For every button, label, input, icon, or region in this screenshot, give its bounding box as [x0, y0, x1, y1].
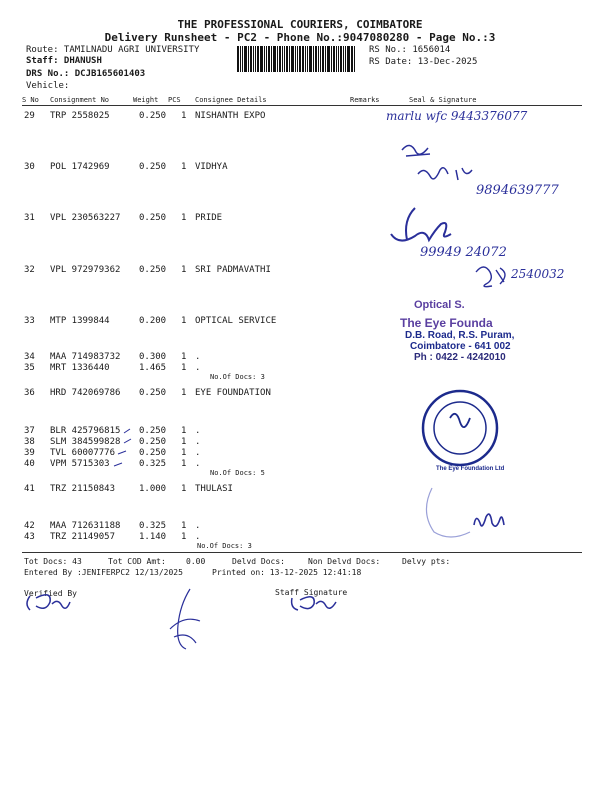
- barcode-bar: [302, 46, 304, 72]
- row-pcs: 1: [181, 532, 187, 542]
- stamp-optical-line2: The Eye Founda: [400, 316, 493, 330]
- signature-middle: [160, 585, 210, 655]
- rs-number: RS No.: 1656014: [369, 45, 451, 55]
- row-pcs: 1: [181, 521, 187, 531]
- row-weight: 0.325: [139, 459, 167, 469]
- barcode-bar: [271, 46, 272, 72]
- rs-date: RS Date: 13-Dec-2025: [369, 57, 478, 67]
- barcode-bar: [266, 46, 267, 72]
- total-cod-amount: 0.00: [186, 557, 206, 566]
- signature-vidhya: [400, 140, 480, 200]
- barcode-bar: [268, 46, 270, 72]
- row-consignee: .: [195, 459, 201, 469]
- row-consignee: .: [195, 426, 201, 436]
- barcode-bar: [264, 46, 265, 72]
- row-weight: 1.000: [139, 484, 167, 494]
- row-consignment: VPL 230563227: [50, 213, 121, 223]
- col-sno: S No: [22, 96, 39, 104]
- round-stamp: [420, 388, 500, 468]
- row-weight: 0.250: [139, 426, 167, 436]
- row-consignment: TRZ 21150843: [50, 484, 116, 494]
- barcode-bar: [340, 46, 342, 72]
- col-consignee: Consignee Details: [195, 96, 267, 104]
- barcode-bar: [351, 46, 353, 72]
- col-pcs: PCS: [168, 96, 181, 104]
- barcode-bar: [244, 46, 247, 72]
- barcode-bar: [291, 46, 294, 72]
- barcode-bar: [240, 46, 241, 72]
- row-pcs: 1: [181, 448, 187, 458]
- barcode-bar: [273, 46, 276, 72]
- barcode-bar: [309, 46, 312, 72]
- row-sno: 30: [24, 162, 35, 172]
- barcode-bar: [322, 46, 324, 72]
- barcode-bar: [347, 46, 350, 72]
- row-weight: 0.200: [139, 316, 167, 326]
- row-weight: 0.250: [139, 213, 167, 223]
- barcode-bar: [297, 46, 298, 72]
- row-consignee: THULASI: [195, 484, 233, 494]
- entered-by: Entered By :JENIFERPC2 12/13/2025: [24, 568, 183, 577]
- signature-padmavathi: [470, 262, 515, 292]
- stamp-optical-line1: Optical S.: [414, 299, 465, 311]
- header-divider: [22, 105, 582, 106]
- barcode-bar: [257, 46, 259, 72]
- total-cod-label: Tot COD Amt:: [108, 557, 166, 566]
- barcode-bar: [295, 46, 296, 72]
- delivery-points: Delvy pts:: [402, 557, 451, 566]
- stamp-optical-line4: Coimbatore - 641 002: [410, 341, 511, 352]
- row-pcs: 1: [181, 162, 187, 172]
- barcode-bar: [250, 46, 252, 72]
- barcode-bar: [327, 46, 330, 72]
- col-consignment: Consignment No: [50, 96, 110, 104]
- signature-staff: [288, 590, 348, 616]
- row-consignment: VPL 972979362: [50, 265, 121, 275]
- barcode-bar: [307, 46, 308, 72]
- row-consignee: .: [195, 352, 201, 362]
- barcode-bar: [331, 46, 332, 72]
- row-pcs: 1: [181, 363, 187, 373]
- barcode-bar: [345, 46, 346, 72]
- tick-marks: [122, 425, 138, 473]
- row-sno: 33: [24, 316, 35, 326]
- verified-by: Verified By: [24, 589, 77, 598]
- barcode-bar: [242, 46, 243, 72]
- barcode-bar: [255, 46, 256, 72]
- handwritten-number-4: 2540032: [511, 267, 565, 281]
- row-weight: 0.250: [139, 448, 167, 458]
- row-consignee: VIDHYA: [195, 162, 228, 172]
- barcode-bar: [289, 46, 290, 72]
- row-weight: 0.325: [139, 521, 167, 531]
- barcode-bar: [286, 46, 288, 72]
- row-consignment: TVL 60007776: [50, 448, 116, 458]
- company-title: THE PROFESSIONAL COURIERS, COIMBATORE: [177, 18, 423, 31]
- handwritten-phone-1: marlu wfc 9443376077: [386, 109, 528, 123]
- signature-pride: [385, 200, 485, 250]
- handwritten-phone-3: 99949 24072: [420, 245, 507, 260]
- row-sno: 41: [24, 484, 35, 494]
- row-consignment: MRT 1336440: [50, 363, 110, 373]
- barcode-bar: [313, 46, 314, 72]
- row-consignment: TRP 2558025: [50, 111, 110, 121]
- row-sno: 39: [24, 448, 35, 458]
- row-pcs: 1: [181, 459, 187, 469]
- row-consignment: BLR 425796815: [50, 426, 121, 436]
- row-consignee: .: [195, 521, 201, 531]
- printed-on: Printed on: 13-12-2025 12:41:18: [212, 568, 362, 577]
- row-consignment: MAA 712631188: [50, 521, 121, 531]
- runsheet-subtitle: Delivery Runsheet - PC2 - Phone No.:9047080280 - Page No.:3: [104, 31, 496, 44]
- barcode-bar: [260, 46, 263, 72]
- doc-count-note: No.Of Docs: 5: [210, 469, 265, 477]
- delivered-docs: Delvd Docs:: [232, 557, 285, 566]
- row-sno: 42: [24, 521, 35, 531]
- row-consignee: .: [195, 437, 201, 447]
- vehicle-label: Vehicle:: [26, 81, 70, 91]
- row-consignment: VPM 5715303: [50, 459, 110, 469]
- row-pcs: 1: [181, 388, 187, 398]
- total-docs: Tot Docs: 43: [24, 557, 82, 566]
- barcode-bar: [320, 46, 321, 72]
- barcode-bar: [315, 46, 317, 72]
- barcode-bar: [237, 46, 239, 72]
- footer-divider: [22, 552, 582, 553]
- row-weight: 0.250: [139, 111, 167, 121]
- row-consignee: .: [195, 448, 201, 458]
- round-stamp-text: The Eye Foundation Ltd: [436, 466, 505, 472]
- row-consignment: MAA 714983732: [50, 352, 121, 362]
- barcode-bar: [338, 46, 339, 72]
- barcode-bar: [248, 46, 249, 72]
- row-consignee: .: [195, 532, 201, 542]
- row-consignee: EYE FOUNDATION: [195, 388, 271, 398]
- row-consignment: MTP 1399844: [50, 316, 110, 326]
- row-consignment: HRD 742069786: [50, 388, 121, 398]
- barcode-bar: [253, 46, 254, 72]
- col-seal: Seal & Signature: [409, 96, 477, 104]
- row-consignee: OPTICAL SERVICE: [195, 316, 277, 326]
- row-consignee: SRI PADMAVATHI: [195, 265, 271, 275]
- row-sno: 32: [24, 265, 35, 275]
- row-weight: 0.250: [139, 265, 167, 275]
- stamp-optical-line3: D.B. Road, R.S. Puram,: [405, 330, 515, 341]
- row-consignee: NISHANTH EXPO: [195, 111, 266, 121]
- barcode-bar: [305, 46, 306, 72]
- drs-label: DRS No.: DCJB165601403: [26, 69, 146, 79]
- row-consignment: SLM 384599828: [50, 437, 121, 447]
- row-weight: 0.250: [139, 388, 167, 398]
- row-pcs: 1: [181, 437, 187, 447]
- barcode-bar: [336, 46, 337, 72]
- row-sno: 34: [24, 352, 35, 362]
- barcode-bar: [279, 46, 281, 72]
- signature-verified: [22, 588, 82, 616]
- row-weight: 1.140: [139, 532, 167, 542]
- stamp-optical-line5: Ph : 0422 - 4242010: [414, 352, 506, 363]
- row-pcs: 1: [181, 213, 187, 223]
- barcode-bar: [325, 46, 326, 72]
- barcode-bar: [284, 46, 285, 72]
- col-remarks: Remarks: [350, 96, 380, 104]
- col-weight: Weight: [133, 96, 159, 104]
- row-weight: 0.250: [139, 437, 167, 447]
- row-pcs: 1: [181, 111, 187, 121]
- barcode-bar: [277, 46, 278, 72]
- doc-count-note: No.Of Docs: 3: [210, 373, 265, 381]
- route-label: Route: TAMILNADU AGRI UNIVERSITY: [26, 45, 200, 55]
- barcode-bar: [299, 46, 301, 72]
- row-consignee: PRIDE: [195, 213, 223, 223]
- row-pcs: 1: [181, 316, 187, 326]
- row-consignment: POL 1742969: [50, 162, 110, 172]
- barcode: [237, 46, 365, 72]
- non-delivered-docs: Non Delvd Docs:: [308, 557, 381, 566]
- row-sno: 31: [24, 213, 35, 223]
- staff-signature-label: Staff Signature: [275, 588, 348, 597]
- barcode-bar: [354, 46, 355, 72]
- faint-stamp: [420, 482, 490, 542]
- row-sno: 29: [24, 111, 35, 121]
- row-pcs: 1: [181, 352, 187, 362]
- row-sno: 38: [24, 437, 35, 447]
- row-sno: 35: [24, 363, 35, 373]
- barcode-bar: [343, 46, 344, 72]
- doc-count-note: No.Of Docs: 3: [197, 542, 252, 550]
- row-weight: 1.465: [139, 363, 167, 373]
- row-pcs: 1: [181, 484, 187, 494]
- row-pcs: 1: [181, 426, 187, 436]
- row-weight: 0.250: [139, 162, 167, 172]
- row-pcs: 1: [181, 265, 187, 275]
- barcode-bar: [333, 46, 335, 72]
- row-sno: 40: [24, 459, 35, 469]
- staff-label: Staff: DHANUSH: [26, 56, 102, 66]
- row-weight: 0.300: [139, 352, 167, 362]
- row-sno: 36: [24, 388, 35, 398]
- row-consignment: TRZ 21149057: [50, 532, 116, 542]
- barcode-bar: [282, 46, 283, 72]
- row-sno: 43: [24, 532, 35, 542]
- row-sno: 37: [24, 426, 35, 436]
- handwritten-phone-2: 9894639777: [476, 183, 559, 198]
- barcode-bar: [318, 46, 319, 72]
- row-consignee: .: [195, 363, 201, 373]
